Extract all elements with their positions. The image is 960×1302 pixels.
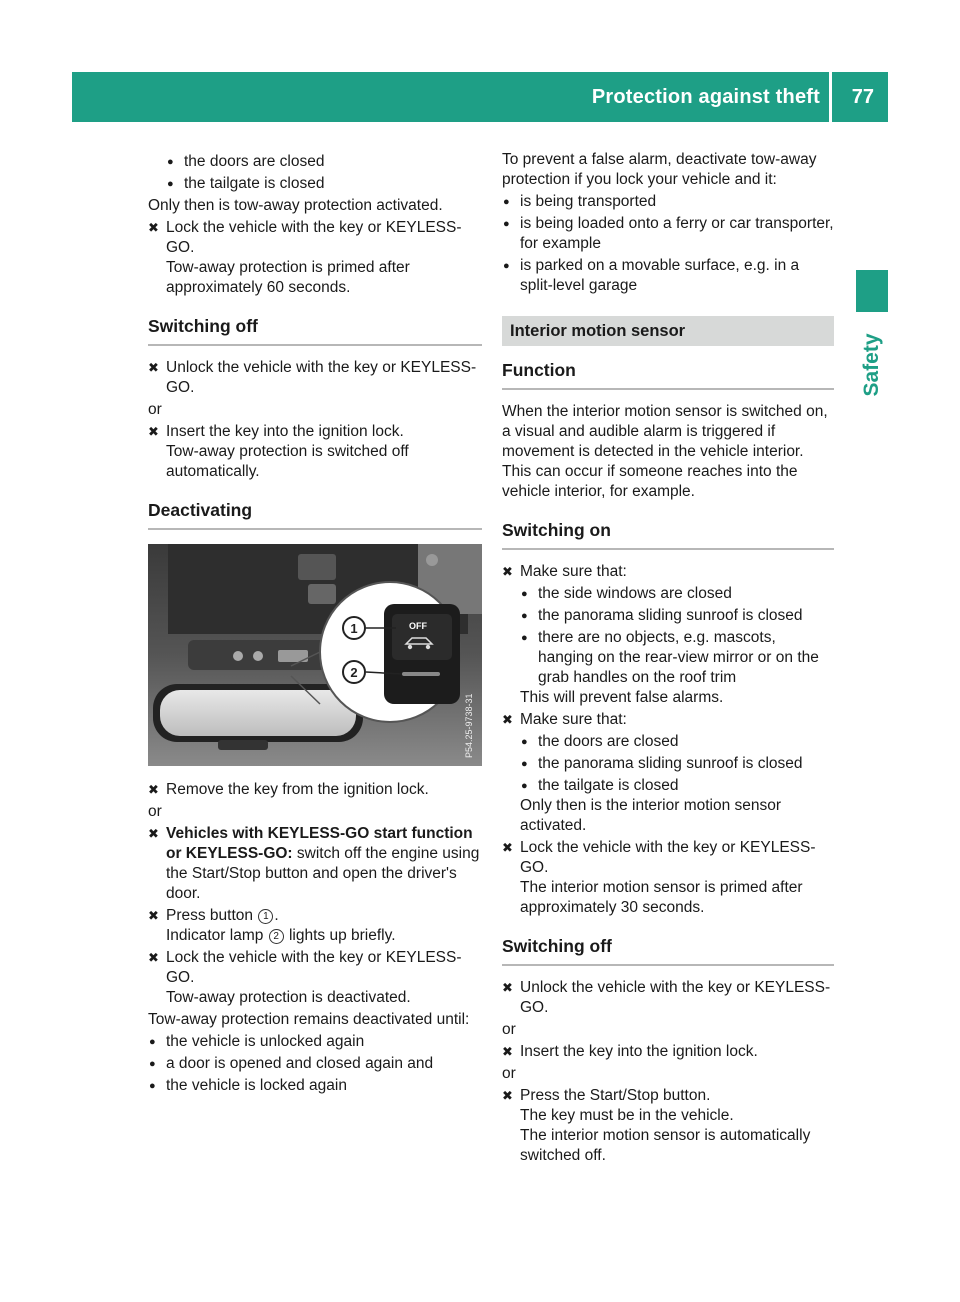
list-item: ● is parked on a movable surface, e.g. in a split-level garage bbox=[503, 257, 800, 294]
callout-ref-1: 1 bbox=[258, 909, 273, 924]
figure-code: P54.25-9738-31 bbox=[464, 693, 474, 758]
bullet-icon: ● bbox=[149, 1080, 156, 1092]
section-heading: Switching on bbox=[502, 520, 834, 550]
body-text: When the interior motion sensor is switched on, a visual and audible alarm is triggered if movement is detected in the vehicle interior. This can occur if someone reaches into the vehicle interior, for example. bbox=[502, 403, 828, 500]
step-result: This will prevent false alarms. bbox=[520, 689, 724, 706]
step-result: Indicator lamp 2 lights up briefly. bbox=[166, 927, 396, 944]
step-arrow-icon: ✖ bbox=[502, 980, 513, 995]
left-column bbox=[148, 150, 482, 1096]
off-button-label: OFF bbox=[409, 621, 427, 631]
instruction-step: ✖ Insert the key into the ignition lock. bbox=[148, 423, 404, 440]
page-header bbox=[72, 72, 888, 122]
right-column bbox=[502, 150, 834, 1166]
list-item: ● the vehicle is locked again bbox=[149, 1077, 347, 1094]
instruction-step: ✖ Lock the vehicle with the key or KEYLESS-GO. bbox=[148, 949, 462, 986]
subsection-banner: Interior motion sensor bbox=[502, 316, 834, 346]
instruction-step: ✖ Make sure that: bbox=[502, 711, 627, 728]
step-arrow-icon: ✖ bbox=[502, 712, 513, 727]
note-text: Only then is tow-away protection activated. bbox=[148, 197, 443, 214]
section-heading: Deactivating bbox=[148, 500, 482, 530]
bullet-icon: ● bbox=[149, 1058, 156, 1070]
step-arrow-icon: ✖ bbox=[502, 1088, 513, 1103]
step-arrow-icon: ✖ bbox=[148, 360, 159, 375]
callout-1: 1 bbox=[350, 621, 358, 636]
instruction-step: ✖ Remove the key from the ignition lock. bbox=[148, 781, 429, 798]
section-tab-label: Safety bbox=[860, 333, 883, 397]
section-heading: Switching off bbox=[148, 316, 482, 346]
list-item: ● there are no objects, e.g. mascots, hanging on the rear-view mirror or on the grab handles on the roof trim bbox=[521, 629, 819, 686]
instruction-step: ✖ Insert the key into the ignition lock. bbox=[502, 1043, 758, 1060]
header-divider bbox=[829, 72, 832, 122]
overhead-console-figure bbox=[148, 544, 482, 766]
step-result: Tow-away protection is switched off automatically. bbox=[166, 443, 409, 480]
list-item: ● is being loaded onto a ferry or car transporter, for example bbox=[503, 215, 834, 252]
step-result: The key must be in the vehicle. bbox=[520, 1107, 734, 1124]
bullet-icon: ● bbox=[167, 178, 174, 190]
step-result: The interior motion sensor is automatically switched off. bbox=[520, 1127, 811, 1164]
body-text: To prevent a false alarm, deactivate tow-away protection if you lock your vehicle and it: bbox=[502, 151, 817, 188]
list-item: ● the tailgate is closed bbox=[167, 175, 325, 192]
instruction-step: ✖ Make sure that: bbox=[502, 563, 627, 580]
bullet-icon: ● bbox=[167, 156, 174, 168]
or-text: or bbox=[502, 1065, 516, 1082]
section-heading: Switching off bbox=[502, 936, 834, 966]
list-item: ● the tailgate is closed bbox=[521, 777, 679, 794]
bullet-icon: ● bbox=[503, 196, 510, 208]
step-arrow-icon: ✖ bbox=[502, 1044, 513, 1059]
list-item: ● the doors are closed bbox=[167, 153, 325, 170]
list-item: ● the vehicle is unlocked again bbox=[149, 1033, 365, 1050]
step-arrow-icon: ✖ bbox=[148, 826, 159, 841]
bullet-icon: ● bbox=[521, 610, 528, 622]
callout-ref-2: 2 bbox=[269, 929, 284, 944]
bullet-icon: ● bbox=[521, 736, 528, 748]
step-arrow-icon: ✖ bbox=[148, 220, 159, 235]
step-arrow-icon: ✖ bbox=[148, 950, 159, 965]
list-item: ● the panorama sliding sunroof is closed bbox=[521, 607, 803, 624]
instruction-step: ✖ Unlock the vehicle with the key or KEYLESS-GO. bbox=[502, 979, 831, 1016]
step-result: The interior motion sensor is primed after approximately 30 seconds. bbox=[520, 879, 803, 916]
instruction-step: ✖ Press button 1 . bbox=[148, 907, 279, 924]
instruction-step: ✖ Press the Start/Stop button. bbox=[502, 1087, 711, 1104]
instruction-step: ✖ Unlock the vehicle with the key or KEYLESS-GO. bbox=[148, 359, 477, 396]
step-arrow-icon: ✖ bbox=[148, 782, 159, 797]
or-text: or bbox=[148, 803, 162, 820]
bullet-icon: ● bbox=[503, 218, 510, 230]
instruction-step: ✖ Lock the vehicle with the key or KEYLESS-GO. bbox=[502, 839, 816, 876]
bullet-icon: ● bbox=[503, 260, 510, 272]
callout-2: 2 bbox=[350, 665, 358, 680]
step-arrow-icon: ✖ bbox=[148, 424, 159, 439]
body-text: Tow-away protection remains deactivated until: bbox=[148, 1011, 470, 1028]
instruction-step: ✖ Lock the vehicle with the key or KEYLESS-GO. bbox=[148, 219, 462, 256]
list-item: ● the doors are closed bbox=[521, 733, 679, 750]
section-heading: Function bbox=[502, 360, 834, 390]
list-item: ● is being transported bbox=[503, 193, 657, 210]
step-arrow-icon: ✖ bbox=[502, 564, 513, 579]
list-item: ● the panorama sliding sunroof is closed bbox=[521, 755, 803, 772]
step-result: Only then is the interior motion sensor activated. bbox=[520, 797, 782, 834]
overhead-console-image bbox=[148, 544, 482, 766]
page-title: Protection against theft bbox=[591, 86, 820, 108]
or-text: or bbox=[148, 401, 162, 418]
step-arrow-icon: ✖ bbox=[502, 840, 513, 855]
step-arrow-icon: ✖ bbox=[148, 908, 159, 923]
step-result: Tow-away protection is deactivated. bbox=[166, 989, 411, 1006]
page-number: 77 bbox=[851, 86, 874, 108]
step-result: Tow-away protection is primed after approximately 60 seconds. bbox=[166, 259, 410, 296]
bullet-icon: ● bbox=[149, 1036, 156, 1048]
bullet-icon: ● bbox=[521, 632, 528, 644]
list-item: ● a door is opened and closed again and bbox=[149, 1055, 434, 1072]
bullet-icon: ● bbox=[521, 758, 528, 770]
section-tab-marker bbox=[856, 270, 888, 312]
bullet-icon: ● bbox=[521, 588, 528, 600]
bullet-icon: ● bbox=[521, 780, 528, 792]
instruction-step: ✖ Vehicles with KEYLESS-GO start function or KEYLESS-GO: switch off the engine using the Start/Stop button and open the driver's door. bbox=[148, 825, 480, 902]
list-item: ● the side windows are closed bbox=[521, 585, 732, 602]
or-text: or bbox=[502, 1021, 516, 1038]
